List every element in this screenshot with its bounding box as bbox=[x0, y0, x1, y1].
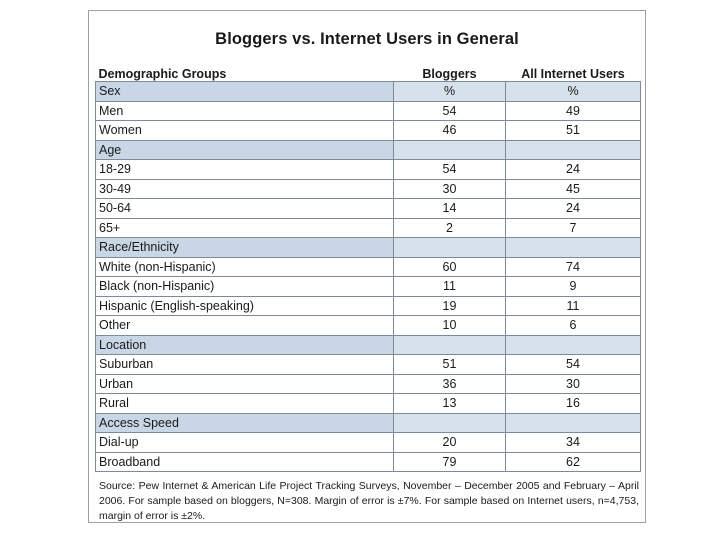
row-label: Black (non-Hispanic) bbox=[96, 277, 394, 297]
internet-users-value: 49 bbox=[506, 101, 641, 121]
bloggers-value: 60 bbox=[394, 257, 506, 277]
header-bloggers: Bloggers bbox=[394, 62, 506, 82]
header-demographic-groups: Demographic Groups bbox=[96, 62, 394, 82]
internet-users-value: % bbox=[506, 82, 641, 102]
table-row bbox=[96, 160, 641, 180]
table-row bbox=[96, 433, 641, 453]
row-label: Men bbox=[96, 101, 394, 121]
internet-users-value: 51 bbox=[506, 121, 641, 141]
internet-users-value: 9 bbox=[506, 277, 641, 297]
table-row bbox=[96, 199, 641, 219]
bloggers-value bbox=[394, 140, 506, 160]
bloggers-value: 36 bbox=[394, 374, 506, 394]
bloggers-value: 20 bbox=[394, 433, 506, 453]
bloggers-value: % bbox=[394, 82, 506, 102]
bloggers-value: 10 bbox=[394, 316, 506, 336]
bloggers-value bbox=[394, 335, 506, 355]
row-label: 65+ bbox=[96, 218, 394, 238]
bloggers-value: 51 bbox=[394, 355, 506, 375]
internet-users-value: 6 bbox=[506, 316, 641, 336]
source-note: Source: Pew Internet & American Life Project Tracking Surveys, November – December 2005 and February – April 2006. For sample based on bloggers, N=308. Margin of error is ±7%. For sample based on Internet users, n=4,753, margin of error is ±2%. bbox=[99, 480, 639, 522]
bloggers-value: 54 bbox=[394, 160, 506, 180]
table-row bbox=[96, 218, 641, 238]
bloggers-value: 13 bbox=[394, 394, 506, 414]
section-row bbox=[96, 413, 641, 433]
row-label: Other bbox=[96, 316, 394, 336]
bloggers-value bbox=[394, 238, 506, 258]
internet-users-value bbox=[506, 238, 641, 258]
internet-users-value: 62 bbox=[506, 452, 641, 472]
row-label: 30-49 bbox=[96, 179, 394, 199]
row-label: Access Speed bbox=[96, 413, 394, 433]
row-label: Women bbox=[96, 121, 394, 141]
section-row bbox=[96, 238, 641, 258]
table-panel bbox=[88, 10, 646, 523]
table-row bbox=[96, 101, 641, 121]
bloggers-value: 30 bbox=[394, 179, 506, 199]
bloggers-value bbox=[394, 413, 506, 433]
demographics-table bbox=[95, 62, 641, 472]
table-row bbox=[96, 121, 641, 141]
header-all-internet-users: All Internet Users bbox=[506, 62, 641, 82]
bloggers-value: 46 bbox=[394, 121, 506, 141]
bloggers-value: 54 bbox=[394, 101, 506, 121]
internet-users-value: 54 bbox=[506, 355, 641, 375]
table-row bbox=[96, 296, 641, 316]
section-row bbox=[96, 140, 641, 160]
internet-users-value: 24 bbox=[506, 199, 641, 219]
internet-users-value: 11 bbox=[506, 296, 641, 316]
bloggers-value: 2 bbox=[394, 218, 506, 238]
table-header-row bbox=[96, 62, 641, 82]
table-row bbox=[96, 179, 641, 199]
internet-users-value: 24 bbox=[506, 160, 641, 180]
row-label: Suburban bbox=[96, 355, 394, 375]
row-label: Age bbox=[96, 140, 394, 160]
bloggers-value: 79 bbox=[394, 452, 506, 472]
internet-users-value: 30 bbox=[506, 374, 641, 394]
row-label: 50-64 bbox=[96, 199, 394, 219]
table-body bbox=[96, 82, 641, 472]
row-label: Hispanic (English-speaking) bbox=[96, 296, 394, 316]
internet-users-value bbox=[506, 335, 641, 355]
row-label: 18-29 bbox=[96, 160, 394, 180]
table-row bbox=[96, 316, 641, 336]
internet-users-value: 34 bbox=[506, 433, 641, 453]
page-title: Bloggers vs. Internet Users in General bbox=[215, 30, 519, 48]
table-row bbox=[96, 374, 641, 394]
row-label: Race/Ethnicity bbox=[96, 238, 394, 258]
table-row bbox=[96, 257, 641, 277]
table-row bbox=[96, 355, 641, 375]
section-row bbox=[96, 335, 641, 355]
internet-users-value: 7 bbox=[506, 218, 641, 238]
internet-users-value bbox=[506, 413, 641, 433]
internet-users-value: 45 bbox=[506, 179, 641, 199]
row-label: Location bbox=[96, 335, 394, 355]
table-row bbox=[96, 277, 641, 297]
row-label: Broadband bbox=[96, 452, 394, 472]
table-row bbox=[96, 394, 641, 414]
section-row bbox=[96, 82, 641, 102]
internet-users-value: 16 bbox=[506, 394, 641, 414]
row-label: Sex bbox=[96, 82, 394, 102]
row-label: Dial-up bbox=[96, 433, 394, 453]
bloggers-value: 11 bbox=[394, 277, 506, 297]
bloggers-value: 14 bbox=[394, 199, 506, 219]
row-label: Rural bbox=[96, 394, 394, 414]
internet-users-value: 74 bbox=[506, 257, 641, 277]
row-label: Urban bbox=[96, 374, 394, 394]
table-row bbox=[96, 452, 641, 472]
row-label: White (non-Hispanic) bbox=[96, 257, 394, 277]
internet-users-value bbox=[506, 140, 641, 160]
bloggers-value: 19 bbox=[394, 296, 506, 316]
